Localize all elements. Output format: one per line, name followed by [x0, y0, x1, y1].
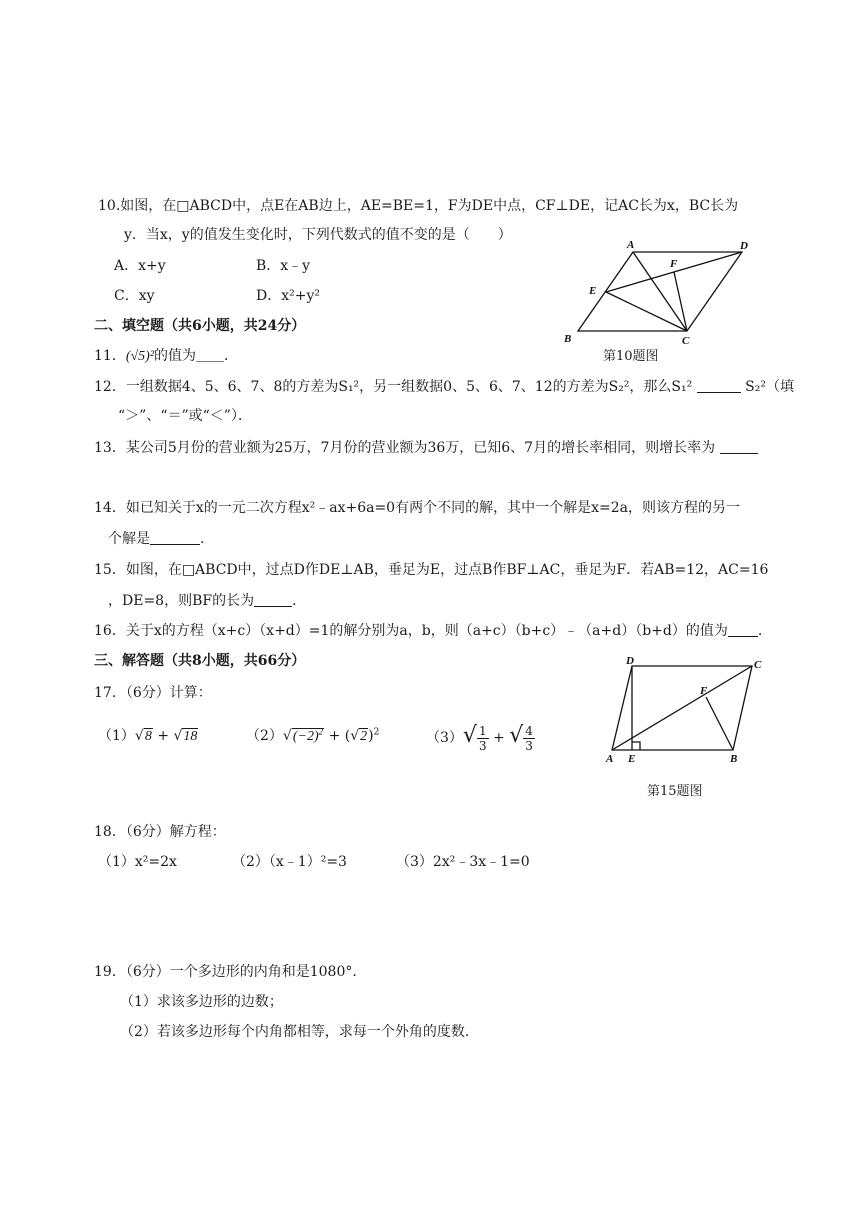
q17-part2-radicand-a: [292, 728, 324, 745]
sqrt-symbol: √: [173, 728, 183, 744]
figure-15-caption: 第15题图: [647, 784, 703, 799]
fig15-label-d: D: [626, 655, 634, 667]
fig10-label-e: E: [589, 285, 597, 297]
q17-part3-den2: 3: [525, 738, 533, 753]
q17-part3-frac1: [477, 724, 489, 753]
q17-part2: $(2)√(-2)^2 + (√2)^2$: [246, 726, 380, 744]
q15-text-a: ，DE=8，则BF的长为: [108, 593, 255, 609]
q17-part3-label: （3）: [426, 730, 463, 746]
q10-number: 10.: [98, 198, 121, 214]
q15-line2: [108, 591, 306, 611]
q17-part2-exp2: 2: [373, 727, 380, 738]
q12-line1: [94, 377, 794, 397]
q12-answer-blank: [697, 378, 741, 393]
q17-part3-num2: 4: [525, 723, 533, 738]
figure-15-diagram: [600, 652, 775, 767]
q10-stem-1: 如图，在□ABCD中，点E在AB边上，AE=BE=1，F为DE中点，CF⊥DE，记AC长为x，BC长为: [120, 198, 739, 214]
q18-part1: （1）x²=2x: [98, 854, 177, 870]
section-3-heading: 三、解答题（共8小题，共66分）: [94, 653, 306, 669]
q16-text-a: 16．关于x的方程（x+c）（x+d）=1的解分别为a，b，则（a+c）（b+c）﹣（a+d）（b+d）的值为: [94, 623, 728, 639]
q18-part2: （2）（x﹣1）²=3: [232, 854, 347, 870]
q16-text-b: ．: [757, 623, 772, 639]
fig15-label-f: F: [700, 685, 708, 697]
q15-answer-blank: [254, 592, 292, 607]
q14-answer-blank: [150, 530, 200, 545]
fig10-label-f: F: [670, 258, 678, 270]
sqrt-symbol: √: [134, 728, 144, 744]
q13-text: 13．某公司5月份的营业额为25万，7月份的营业额为36万，已知6、7月的增长率相同，则增长率为: [94, 440, 716, 456]
q14-line1: 14．如已知关于x的一元二次方程x²﹣ax+6a=0有两个不同的解，其中一个解是x=2a，则该方程的另一: [94, 500, 740, 516]
q17-part2-radicand-b: 2: [360, 729, 368, 744]
sqrt-symbol: √: [282, 728, 292, 744]
q19-heading: 19．（6分）一个多边形的内角和是1080°．: [94, 964, 367, 980]
q10-option-c: C．xy: [114, 288, 155, 304]
q13: [94, 438, 758, 458]
section-2-heading: 二、填空题（共6小题，共24分）: [94, 318, 306, 334]
q17-part3-num1: 1: [478, 723, 487, 738]
q10-option-a: A．x+y: [114, 258, 166, 274]
q11-number: 11．: [94, 348, 126, 364]
q17-part1-radicand-a: 8: [144, 729, 152, 744]
q17-part2-label: （2）: [246, 728, 283, 744]
q18-part3: （3）2x²﹣3x﹣1=0: [396, 854, 530, 870]
q14-text-a: 个解是: [108, 531, 150, 547]
fig15-label-c: C: [754, 659, 762, 671]
fig10-label-b: B: [564, 333, 572, 345]
fig10-label-d: D: [740, 240, 748, 252]
fig15-label-b: B: [730, 753, 738, 765]
q12-line2: “＞”、“＝”或“＜”）．: [118, 408, 252, 424]
q12-text-b: S₂²（填: [745, 379, 794, 395]
q10-option-b: B．x﹣y: [256, 258, 311, 274]
q17-part3-frac2: [523, 724, 535, 753]
q15-line1: 15．如图，在□ABCD中，过点D作DE⊥AB，垂足为E，过点B作BF⊥AC，垂足为F．若AB=12，AC=16: [94, 562, 769, 578]
q17-part1-radicand-b: 18: [183, 729, 198, 744]
q13-answer-blank: [720, 439, 758, 454]
q10-stem-2: y．当x，y的值发生变化时，下列代数式的值不变的是（ ）: [124, 227, 512, 243]
sqrt-symbol: √: [509, 723, 524, 748]
sqrt-symbol: √: [350, 728, 360, 744]
q17-part3: （3）√ $\frac{1}{3}$ + √ $\frac{4}{3}$: [426, 723, 533, 753]
fig15-segment-bf: [706, 697, 733, 750]
q16: [94, 621, 772, 641]
fig15-label-a: A: [606, 753, 614, 765]
q10-option-d: D．x²+y²: [256, 288, 320, 304]
q19-part2: （2）若该多边形每个内角都相等，求每一个外角的度数．: [120, 1024, 479, 1040]
sqrt-symbol: √: [462, 723, 477, 748]
q10-line1: [98, 196, 738, 216]
figure-10-diagram: [560, 236, 760, 351]
figure-15: [600, 652, 775, 771]
figure-10-caption: 第10题图: [603, 349, 659, 364]
q16-answer-blank: [728, 622, 758, 637]
fig15-diagonal-ac: [612, 666, 752, 750]
fig10-label-a: A: [627, 239, 635, 251]
q17-part1-label: （1）: [98, 728, 135, 744]
q12-text-a: 12．一组数据4、5、6、7、8的方差为S₁²，另一组数据0、5、6、7、12的方差为S₂²，那么S₁²: [94, 379, 693, 395]
q11-expression: (√5)²: [125, 349, 155, 364]
q19-part1: （1）求该多边形的边数；: [120, 994, 283, 1010]
fig10-label-c: C: [682, 335, 690, 347]
fig15-right-angle-mark: [632, 742, 640, 750]
q11: [94, 346, 238, 367]
fig10-segment-ec: [606, 292, 687, 331]
q15-text-b: ．: [292, 593, 307, 609]
q17-part1: （1）√8 + √18: [98, 728, 198, 744]
q11-suffix: 的值为＿＿．: [154, 348, 239, 364]
q17-part3-den1: 3: [478, 738, 487, 753]
q17-part2-exp: 2: [318, 726, 324, 737]
q14-text-b: ．: [200, 531, 214, 547]
q17-part2-base: (−2): [292, 729, 319, 744]
q18-heading: 18．（6分）解方程：: [94, 824, 226, 840]
q14-line2: [108, 529, 214, 549]
fig15-label-e: E: [628, 753, 636, 765]
q17-heading: 17．（6分）计算：: [94, 685, 212, 701]
figure-10: [560, 236, 760, 355]
